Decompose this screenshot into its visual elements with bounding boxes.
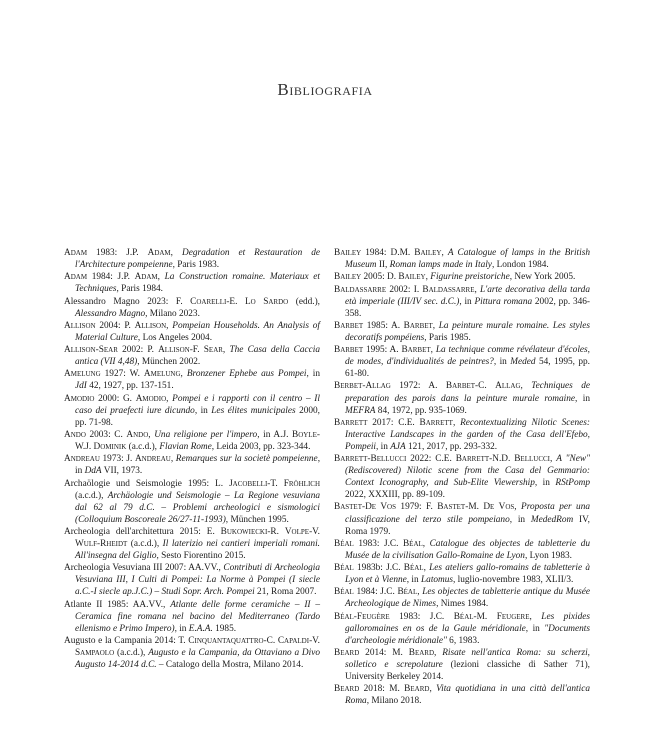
bibliography-entry [64,320,320,344]
work-title: Les objectes de tabletterie antique du Musée Archeologique de Nimes [345,587,590,610]
bibliography-entry [64,368,320,392]
entry-text: Alessandro Magno 2023: F. [64,296,191,307]
entry-text: , [514,502,522,513]
author-name: Allison [64,320,96,331]
author-name: Bailey [334,272,362,283]
author-name: Allison-Sear [64,345,118,356]
entry-text: 1972: A. [390,381,446,392]
bibliography-column-right [334,247,590,708]
author-name: Béal [334,563,354,574]
work-title: Una religione per l'impero [154,430,258,441]
author-name: Andreau [134,454,171,465]
author-name: Béal [453,611,474,622]
author-name: Dominik [93,442,127,453]
entry-text: 1985: A. [363,320,404,331]
entry-text: , [452,417,461,428]
author-name: Bastet [437,502,466,513]
page-heading: Bibliografia [277,80,373,99]
entry-text: , [520,381,532,392]
entry-text: (a.c.d.), [127,539,163,549]
entry-text: -R. [267,526,285,537]
entry-text: (a.c.d.), [126,442,160,453]
entry-text: -C. [263,635,278,646]
bibliography-entry [64,393,320,429]
work-title: Catalogue des objectes de tabletterie du Musée de la civilisation Gallo-Romaine de Lyon [345,538,590,561]
work-title: Degradation et Restauration de l'Architecture pompeienne [75,248,320,271]
work-title: Il laterizio nei cantieri imperiali romani. All'insegna del Giglio [75,539,320,562]
entry-text: , in [406,575,421,586]
entry-text: 121, 2017, pp. 293-332. [405,441,498,452]
author-name: Béal-Feugère [334,611,390,622]
entry-text: 2018: M. [359,684,405,695]
work-title: Remarques sur la societè pompeienne [175,454,318,465]
entry-text: Archeologia Vesuviana III 2007: AA.VV., [64,563,224,574]
work-title: Figurine preistoriche [430,272,510,283]
work-title: Pompeian Households. An Analysis of Material Culture [75,320,320,343]
author-name: Béal [403,563,424,574]
entry-text: , in [509,514,531,525]
entry-text: , [222,345,230,356]
work-title: Les ateliers gallo-romains de tabletterie à Lyon et à Vienne [345,563,590,586]
author-name: Fröhlich [283,478,320,489]
entry-text: Augusto e la Campania 2014: T. [64,635,189,646]
work-title: Recontextualizing Nilotic Scenes: Interactive Landscapes in the garden of the Casa dell'Efebo, Pompeii [345,417,590,452]
entry-text: , New York 2005. [509,272,576,283]
bibliography-entry [334,271,590,283]
entry-text: , in [534,478,556,489]
author-name: De Vos [483,502,515,513]
entry-text: 1983: J.P. [87,248,148,258]
bibliography-entry [64,526,320,562]
entry-text: -E. [226,296,245,307]
author-name: Lo Sardo [244,296,289,307]
entry-text: , [423,563,430,574]
entry-text: , [430,345,436,356]
bibliography-entry [334,453,590,501]
entry-text: , [474,284,481,295]
entry-text: , [550,454,557,465]
bibliography-entry [334,284,590,320]
bibliography-entry [64,271,320,295]
entry-text: 42, 1927, pp. 137-151. [86,381,174,392]
author-name: Amelung [143,369,181,380]
entry-text: , Milano 2023. [145,308,200,319]
bibliography-entry [334,586,590,610]
author-name: Barbet [334,345,364,356]
entry-text: Atlante II 1985: AA.VV., [64,599,171,610]
author-name: Barbet [403,320,433,331]
author-name: Barrett [334,417,368,428]
entry-text: VII, 1973. [101,466,143,477]
author-name: Barbet [445,381,476,392]
entry-text: , in [194,405,212,416]
entry-text: , in [75,454,321,477]
entry-text: 1927: W. [100,369,144,380]
entry-text: (a.c.d.), [75,490,108,501]
work-title: JdI [75,381,87,392]
entry-text: 84, 1972, pp. 935-1069. [375,405,467,416]
author-name: Beard [334,647,360,658]
work-title: RStPomp [555,478,590,489]
entry-text: -F. [189,345,204,356]
author-name: Allag [495,381,521,392]
author-name: Barrett [455,454,490,465]
bibliography-entry [64,562,320,598]
entry-text: , [425,272,431,283]
bibliography-entry [334,647,590,683]
author-name: Barbet [401,345,431,356]
entry-text: , luglio-novembre 1983, XLII/3. [453,575,574,586]
entry-text: , [422,538,430,549]
entry-text: , [441,248,448,258]
entry-text: , Sesto Fiorentino 2015. [156,551,246,562]
work-title: Flavian Rome [159,442,212,453]
work-title: MededRom [530,514,574,525]
author-name: Béal [397,587,418,598]
entry-text: , in [525,623,545,634]
entry-text: 1984: D.M. [361,248,415,258]
work-title: Archäologie und Seismologie – La Regione vesuviana dal 62 al 79 d.C. – Problemi archeologici e sismologici (Colloquium Boscoreale 26/27-11-1993) [75,490,320,525]
work-title: Techniques de preparation des parois dans la peinture murale romaine [345,381,591,404]
entry-text: , London 1984. [491,260,549,271]
entry-text: , [170,248,182,258]
entry-text: , [529,611,542,622]
work-title: "Documents d'archeologie méridionale" [345,623,590,646]
author-name: Allison [158,345,190,356]
entry-text: , München 2002. [137,357,201,368]
bibliography-entry [64,247,320,271]
author-name: Beard [408,647,435,658]
bibliography-entry [64,635,320,671]
entry-text: , in [375,441,391,452]
entry-text: 2022: C.E. [406,454,456,465]
work-title: The Casa della Caccia antica (VII 4,48) [75,345,320,368]
entry-text: 2002, pp. 346-358. [345,296,590,319]
work-title: AJA [390,441,406,452]
author-name: Boyle [292,430,317,441]
author-name: Cinquantaquattro [188,635,264,646]
entry-text: , [180,369,187,380]
author-name: Ando [64,430,86,441]
entry-text: 2000: G. [94,393,136,404]
entry-text: 2017: C.E. [367,417,420,428]
entry-text: -T. [267,478,284,489]
entry-text: , [432,320,439,331]
author-name: Wulf-Rheidt [75,539,128,549]
author-name: Adam [64,248,88,258]
author-name: Adam [147,248,171,258]
author-name: Adam [64,272,88,283]
entry-text: -C. [475,381,496,392]
work-title: Augusto e la Campania, da Ottaviano a Divo Augusto 14-2014 d.C. [75,647,320,671]
work-title: Roman lamps made in Italy [389,260,492,271]
entry-text: , [148,430,155,441]
work-title: Alessandro Magno [75,308,146,319]
entry-text: 6, 1983. [446,635,480,646]
author-name: Baldassarre [422,284,475,295]
entry-text: , Lyon 1983. [524,550,572,561]
entry-text: , [417,587,423,598]
entry-text: , Nimes 1984. [436,599,489,610]
work-title: La technique comme révélateur d'écoles, de modes, d'individualités de peintres? [345,345,590,368]
author-name: Sear [203,345,223,356]
entry-text: 1995: A. [363,345,402,356]
author-name: Bailey [334,248,362,258]
work-title: Latomus [421,575,454,586]
entry-text: , [434,647,443,658]
entry-text: 1983b: J.C. [353,563,404,574]
work-title: Contributi di Archeologia Vesuviana III, I Culti di Pompei: La Norme à Pompei (I siecle a.C.-I siecle ap.J.C.) – Studi Sopr. Arch. Pompei [75,563,320,598]
entry-text: -V. [309,635,320,646]
entry-text: , in [174,623,189,634]
entry-text: 2002: I. [386,284,423,295]
author-name: Beard [334,684,360,695]
author-name: Amelung [64,369,101,380]
work-title: La Construction romaine. Materiaux et Techniques [75,272,321,295]
author-name: Bastet-De Vos [334,502,396,513]
author-name: Capaldi [277,635,310,646]
entry-text: , [157,272,165,283]
entry-text: -N.D. [489,454,515,465]
work-title: A "New" (Rediscovered) Nilotic scene from the Casa del Gemmario: Context Iconography, and Sub-Elite Viewership [345,454,590,489]
entry-text: -M. [465,502,484,513]
work-title: Bronzener Ephebe aus Pompei [186,369,307,380]
entry-text: , [429,684,437,695]
author-name: Adam [134,272,158,283]
bibliography-entry [334,683,590,707]
bibliography-entry [334,417,590,453]
entry-text: , Paris 1984. [116,284,163,295]
author-name: Beard [404,684,430,695]
work-title: Risate nell'antica Roma: su scherzi, solletico e screpolature [345,647,590,671]
bibliography-entry [64,478,320,526]
entry-text: 1984: J.C. [353,587,398,598]
work-title: Vita quotidiana in una città dell'antica Roma [345,684,590,707]
work-title: Les pixides galloromaines en os de la Gaule méridionale [345,611,590,634]
bibliography-entry [334,611,590,647]
bibliography-entry [334,320,590,344]
bibliography-entry [64,296,320,320]
entry-text: 2005: D. [361,272,399,283]
entry-text: (edd.), [288,296,320,307]
author-name: Volpe [284,526,310,537]
author-name: Ando [126,430,149,441]
work-title: Proposta per una classificazione del terzo stile pompeiano [345,502,590,525]
author-name: Bukowiecki [220,526,268,537]
work-title: A Catalogue of lamps in the British Museum [345,248,590,271]
work-title: Meded [510,357,536,368]
entry-text: , Leida 2003, pp. 323-344. [211,442,311,453]
entry-text: 54, 1995, pp. 61-80. [345,357,590,380]
author-name: Bailey [398,272,426,283]
bibliography-entry [64,453,320,477]
entry-text: 1984: J.P. [87,272,135,283]
work-title: La peinture murale romaine. Les styles decoratifs pompéiens [345,320,590,343]
entry-text: 2014: M. [359,647,409,658]
entry-text: , Paris 1983. [172,260,220,271]
entry-text: , in [575,393,590,404]
work-title: Atlante delle forme ceramiche – II – Ceramica fine romana nel bacino del Mediterraneo (Tardo ellenismo e Primo Impero) [75,599,320,634]
entry-text: -W.J. [75,430,320,453]
entry-text: , Los Angeles 2004. [137,332,213,343]
entry-text: 2022, XXXIII, pp. 89-109. [345,490,445,501]
entry-text: , in [459,296,475,307]
entry-text: -M. [473,611,497,622]
entry-text: 1985. [212,623,237,634]
entry-text: 1983: J.C. [389,611,454,622]
entry-text: Archeologia dell'architettura 2015: E. [64,526,221,537]
entry-text: (lezioni classiche di Sather 71), University Berkeley 2014. [345,660,590,683]
bibliography-entry [334,344,590,380]
entry-text: 1973: J. [99,454,135,465]
entry-text: -V. [309,526,320,537]
bibliography-entry [64,344,320,368]
author-name: Béal [334,587,354,598]
author-name: Amodio [135,393,167,404]
entry-text: , Milano 2018. [366,696,422,707]
entry-text: IV, Roma 1979. [345,514,590,537]
author-name: Béal [402,538,423,549]
entry-text: , München 1995. [225,514,289,525]
author-name: Barrett [419,417,453,428]
work-title: Les élites municipales [211,405,296,416]
author-name: Andreau [64,454,100,465]
entry-text: , in [493,357,511,368]
author-name: Bellucci [514,454,550,465]
work-title: Pompei e i rapporti con il centro – Il caso dei praefecti iure dicundo [75,393,320,416]
work-title: L'arte decorativa della tarda età imperiale (III/IV sec. d.C.) [345,284,590,307]
bibliography-entry [334,562,590,586]
work-title: DdA [84,466,102,477]
author-name: Barrett-Bellucci [334,454,407,465]
entry-text: , [170,454,176,465]
work-title: Pittura romana [474,296,533,307]
bibliography-entry [334,501,590,537]
author-name: Baldassarre [334,284,387,295]
author-name: Béal [334,538,354,549]
bibliography-entry [334,538,590,562]
author-name: Barbet [334,320,364,331]
entry-text: 21, Roma 2007. [254,587,317,598]
work-title: MEFRA [345,405,376,416]
bibliography-entry [334,380,590,416]
bibliography-entry [334,247,590,271]
entry-text: – Catalogo della Mostra, Milano 2014. [156,660,304,671]
author-name: Coarelli [190,296,227,307]
entry-text: 2002: P. [117,345,159,356]
entry-text: 2000, pp. 71-98. [75,405,320,428]
author-name: Sampaolo [75,647,115,658]
entry-text: , [166,320,173,331]
entry-text: , in A.J. [257,430,292,441]
author-name: Jacobelli [229,478,268,489]
bibliography-column-left [64,247,320,671]
entry-text: 2004: P. [95,320,135,331]
entry-text: , in [306,369,320,380]
work-title: E.A.A. [188,623,213,634]
entry-text: 2003: C. [85,430,127,441]
entry-text: 1983: J.C. [353,538,403,549]
entry-text: 1979: F. [396,502,438,513]
author-name: Allison [134,320,167,331]
entry-text: (a.c.d.), [114,647,149,658]
entry-text: Archaölogie und Seismologie 1995: L. [64,478,230,489]
bibliography-entry [64,599,320,635]
author-name: Berbet-Allag [334,381,391,392]
entry-text: , Paris 1985. [424,332,471,343]
entry-text: , [166,393,173,404]
author-name: Amodio [64,393,95,404]
author-name: Bailey [414,248,442,258]
entry-text: II, [376,260,390,271]
author-name: Feugere [496,611,530,622]
bibliography-entry [64,429,320,453]
